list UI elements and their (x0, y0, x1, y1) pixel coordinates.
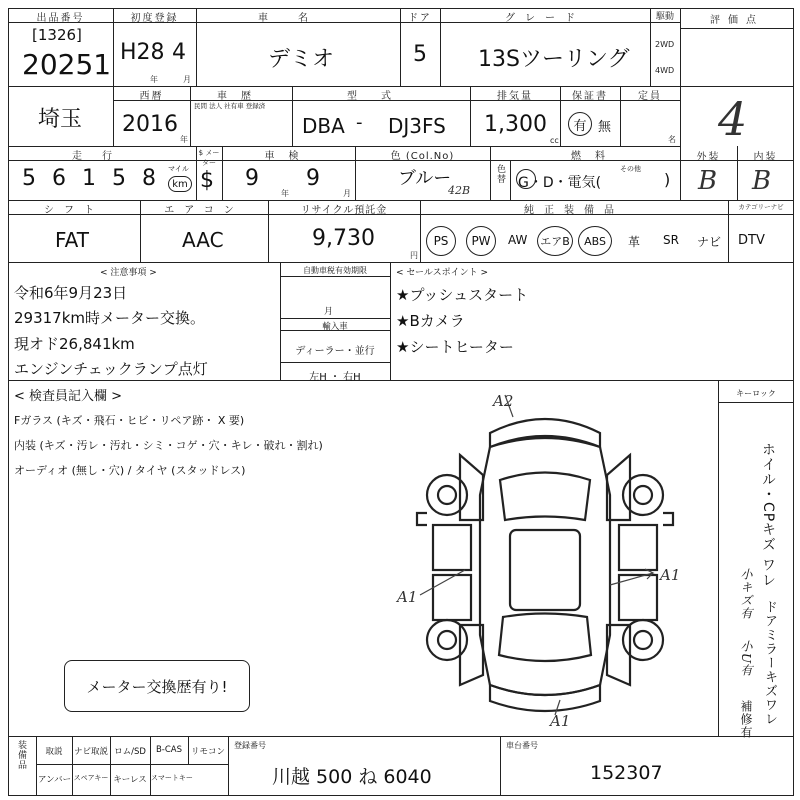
displacement: 1,300 (484, 112, 547, 137)
sales-point: ★プッシュスタート (396, 286, 529, 304)
mileage-unit-km: km (168, 176, 192, 192)
warranty-yes: 有 (568, 112, 592, 136)
history-label: 車歴 (217, 91, 265, 102)
fuel-other: その他 (620, 165, 641, 173)
equip-label: 純正装備品 (524, 205, 624, 216)
mileage-digits (14, 166, 164, 191)
grade-label: グレード (505, 13, 585, 24)
equip-navi: ナビ (697, 235, 722, 249)
fuel-label: 燃料 (571, 151, 619, 162)
insp-month: 9 (306, 166, 320, 191)
sales-point: ★Bカメラ (396, 312, 465, 330)
exterior-label: 外装 (696, 152, 721, 163)
import-dealer: ディーラー・並行 (295, 346, 375, 357)
capacity-label: 定員 (638, 91, 662, 102)
mileage-digit: 6 (52, 166, 66, 191)
tv: DTV (738, 233, 765, 248)
score-label: 評価点 (710, 15, 764, 26)
reg-label: 登録番号 (234, 741, 266, 750)
dollar-label: $ メーター (198, 149, 220, 167)
model-dash: - (356, 112, 363, 133)
year-unit-2: 年 (180, 135, 188, 144)
side-note: 小キズ有 (739, 568, 753, 620)
color-label: 色 (Col.No) (390, 151, 455, 162)
ac-label: エアコン (164, 205, 244, 216)
side-note: 補修有 (739, 700, 753, 739)
region: 埼玉 (38, 107, 83, 132)
color-change-label: 色替 (495, 164, 505, 184)
keylock-label: キーロック (736, 389, 776, 398)
interior-label: 内装 (753, 152, 778, 163)
model-prefix: DBA (302, 114, 345, 138)
footer-item: アンバー (38, 775, 72, 785)
car-diagram (395, 385, 695, 735)
car-name-label: 車名 (258, 13, 338, 24)
first-reg-month: 4 (172, 40, 186, 65)
chassis-no: 152307 (590, 762, 663, 784)
warranty-label: 保証書 (572, 91, 608, 102)
caution-line: 令和6年9月23日 (14, 284, 128, 302)
cc-unit: cc (550, 136, 559, 145)
import-label: 輸入車 (322, 322, 348, 332)
color: ブルー (398, 168, 452, 189)
first-reg-era: H28 (120, 40, 165, 65)
equip-aw: AW (508, 233, 528, 247)
tv-label: カテゴリーナビ (738, 203, 784, 211)
inspector-line3: オーディオ (無し・穴) / タイヤ (スタッドレス) (14, 464, 246, 477)
lot-code: [1326] (32, 26, 82, 44)
caution-line: 29317km時メーター交換。 (14, 309, 206, 327)
inspection-label: 車検 (264, 151, 313, 162)
sales-label: < セールスポイント > (396, 268, 488, 278)
sales-point: ★シートヒーター (396, 338, 514, 356)
equip-pw: PW (466, 226, 496, 256)
model-label: 型式 (347, 91, 415, 102)
mileage-digit: 1 (82, 166, 96, 191)
year: 2016 (122, 112, 178, 137)
caution-label: < 注意事項 > (100, 268, 157, 278)
drive-label: 駆動 (655, 12, 674, 22)
footer-item: 取説 (45, 747, 63, 757)
footer-item: スマートキー (151, 774, 193, 782)
drive-4wd: 4WD (655, 66, 675, 75)
steering: 左H ・ 右H (309, 372, 361, 383)
recycle-label: リサイクル預託金 (300, 205, 388, 216)
side-note: 小U有 (739, 640, 753, 678)
equip-leather: 革 (628, 235, 641, 249)
lot-no: 20251 (22, 48, 112, 81)
caution-line: エンジンチェックランプ点灯 (14, 360, 208, 378)
color-no: 42B (448, 184, 471, 197)
footer-item: ロム/SD (114, 747, 146, 757)
chassis-label: 車台番号 (506, 741, 538, 750)
drive-2wd: 2WD (655, 40, 675, 49)
door-label: ドア (408, 13, 432, 24)
equip-sunroof: SR (663, 233, 679, 247)
exterior: B (698, 166, 718, 196)
fuel-options (518, 172, 601, 192)
insp-month-unit: 月 (343, 189, 351, 198)
inspector-line2: 内装 (キズ・汚レ・汚れ・シミ・コゲ・穴・キレ・破れ・割れ) (14, 439, 323, 452)
capacity-unit: 名 (668, 135, 676, 144)
recycle: 9,730 (312, 226, 375, 251)
model-code: DJ3FS (388, 114, 446, 138)
warranty-no: 無 (598, 120, 612, 135)
interior: B (752, 166, 772, 196)
mark-right: A1 (660, 566, 681, 584)
mileage-digit: 8 (142, 166, 156, 191)
mark-bottom: A1 (550, 712, 571, 730)
stamp-text: メーター交換歴有り! (86, 677, 228, 696)
equip-abs: ABS (578, 226, 612, 256)
mileage-digit: 5 (112, 166, 126, 191)
fuel-gas-selected (516, 169, 536, 189)
footer-item: リモコン (190, 747, 225, 757)
month-unit: 月 (183, 75, 191, 84)
equip-airbag: エアB (537, 226, 573, 256)
year-label: 西暦 (139, 91, 164, 102)
footer-item: ナビ取説 (73, 747, 108, 757)
footer-item: スペアキー (73, 774, 109, 782)
mileage-label: 走行 (72, 151, 132, 162)
equip-ps: PS (426, 226, 456, 256)
year-unit: 年 (150, 75, 158, 84)
shift-label: シフト (44, 205, 104, 216)
caution-line: 現オド26,841km (14, 335, 135, 353)
shift: FAT (55, 228, 90, 252)
insp-year-unit: 年 (281, 189, 289, 198)
inspector-label: < 検査員記入欄 > (14, 389, 123, 404)
first-reg-label: 初度登録 (130, 13, 179, 24)
expiry-label: 自動車税有効期限 (303, 266, 367, 275)
side-note: ドアミラーキズワレ (762, 600, 777, 726)
footer-label: 装備品 (16, 740, 26, 770)
doors: 5 (413, 42, 427, 67)
mileage-digit: 5 (22, 166, 36, 191)
ac: AAC (182, 228, 224, 252)
fuel-options-text: G・D・電気( (518, 175, 602, 191)
mileage-unit-mile: マイル (168, 165, 189, 173)
mark-left: A1 (397, 588, 418, 606)
lot-no-label: 出品番号 (36, 13, 85, 24)
displacement-label: 排気量 (497, 91, 533, 102)
dollar: $ (200, 168, 214, 193)
history-options: 民間 法人 社有車 登録済 (194, 102, 266, 110)
car-name: デミオ (268, 47, 335, 72)
reg-no: 川越 500 ね 6040 (272, 766, 432, 788)
footer-item: B-CAS (155, 745, 183, 755)
side-note: ホイル・CPキズ ワレ (760, 442, 776, 588)
insp-year: 9 (245, 166, 259, 191)
expiry-month-unit: 月 (324, 307, 334, 317)
score-value: 4 (718, 92, 748, 146)
footer-item: キーレス (113, 775, 147, 785)
yen-unit: 円 (410, 251, 418, 260)
meter-exchange-stamp (64, 660, 250, 712)
mark-top: A2 (493, 392, 514, 410)
inspector-line1: Fガラス (キズ・飛石・ヒビ・リペア跡・ X 要) (14, 414, 245, 427)
fuel-close: ) (664, 170, 671, 189)
grade: 13Sツーリング (478, 47, 630, 72)
